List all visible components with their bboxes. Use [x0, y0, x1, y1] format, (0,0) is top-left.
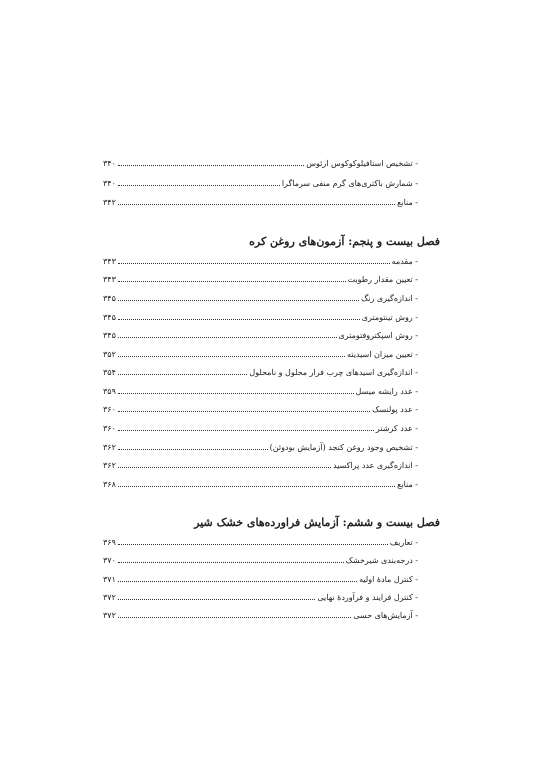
toc-entry	[103, 401, 418, 415]
dot-leader	[118, 374, 247, 375]
toc-entry-title: - روش اسپکتروفتومتری	[338, 331, 418, 340]
toc-entry	[103, 175, 418, 189]
toc-entry-title: - تعاریف	[389, 538, 418, 547]
toc-entry-title: - درجه‌بندی شیرخشک	[345, 556, 418, 565]
toc-entry-title: - تعیین میزان اسیدیته	[346, 350, 418, 359]
toc-entry	[103, 346, 418, 360]
dot-leader	[118, 185, 280, 186]
toc-entry-page: ۳۴۳	[103, 257, 116, 266]
toc-entry	[103, 364, 418, 378]
toc-entry-title: - کنترل فرایند و فرآوردهٔ نهایی	[317, 593, 418, 602]
dot-leader	[118, 617, 351, 618]
toc-entry-title: - تشخیص وجود روغن کنجد (آزمایش بودوئن)	[269, 443, 418, 452]
dot-leader	[118, 544, 388, 545]
toc-entry-title: - اندازه‌گیری عدد پراکسید	[332, 461, 418, 470]
toc-entry-title: - عدد کرشنر	[375, 424, 418, 433]
toc-entry-title: - عدد رایشه میسل	[355, 387, 418, 396]
toc-entry	[103, 383, 418, 397]
toc-entry-page: ۳۶۹	[103, 538, 116, 547]
toc-entry	[103, 457, 418, 471]
toc-entry-page: ۳۵۴	[103, 368, 116, 377]
dot-leader	[118, 599, 315, 600]
toc-entry-page: ۳۶۲	[103, 461, 116, 470]
chapter-heading: فصل بیست و ششم: آزمایش فراورده‌های خشک شیر	[194, 516, 440, 529]
dot-leader	[118, 430, 374, 431]
toc-entry-title: - روش تینتومتری	[361, 313, 418, 322]
dot-leader	[118, 337, 337, 338]
toc-entry	[103, 327, 418, 341]
toc-entry-page: ۳۴۰	[103, 159, 116, 168]
toc-entry-page: ۳۴۳	[103, 275, 116, 284]
dot-leader	[118, 300, 359, 301]
toc-entry	[103, 420, 418, 434]
toc-entry	[103, 589, 418, 603]
toc-entry	[103, 253, 418, 267]
toc-entry	[103, 552, 418, 566]
dot-leader	[118, 281, 346, 282]
toc-entry-page: ۳۶۰	[103, 405, 116, 414]
dot-leader	[118, 165, 304, 166]
toc-entry	[103, 309, 418, 323]
toc-entry-page: ۳۶۸	[103, 480, 116, 489]
toc-entry	[103, 155, 418, 169]
toc-entry-page: ۳۶۲	[103, 443, 116, 452]
toc-entry-page: ۳۷۲	[103, 593, 116, 602]
toc-entry-title: - تعیین مقدار رطوبت	[347, 275, 418, 284]
toc-entry-page: ۳۴۵	[103, 331, 116, 340]
dot-leader	[118, 319, 360, 320]
chapter-heading: فصل بیست و پنجم: آزمون‌های روغن کره	[249, 235, 440, 248]
dot-leader	[118, 562, 344, 563]
toc-entry-title: - اندازه‌گیری رنگ	[361, 294, 418, 303]
toc-entry-page: ۳۷۰	[103, 556, 116, 565]
toc-entry-page: ۳۴۵	[103, 313, 116, 322]
toc-entry	[103, 439, 418, 453]
toc-entry-title: - عدد پولنسک	[372, 405, 418, 414]
toc-entry-page: ۳۵۲	[103, 350, 116, 359]
dot-leader	[118, 467, 331, 468]
dot-leader	[118, 393, 354, 394]
dot-leader	[118, 581, 357, 582]
toc-entry-page: ۳۵۹	[103, 387, 116, 396]
toc-entry-page: ۳۷۱	[103, 575, 116, 584]
toc-entry-title: - کنترل مادهٔ اولیه	[359, 575, 418, 584]
toc-entry-page: ۳۴۲	[103, 198, 116, 207]
toc-entry-page: ۳۴۰	[103, 179, 116, 188]
toc-entry-title: - آزمایش‌های حسی	[353, 611, 418, 620]
toc-entry	[103, 607, 418, 621]
dot-leader	[118, 356, 345, 357]
toc-entry	[103, 271, 418, 285]
dot-leader	[118, 449, 268, 450]
dot-leader	[118, 263, 390, 264]
toc-entry-page: ۳۷۲	[103, 611, 116, 620]
toc-entry-title: - منابع	[397, 198, 418, 207]
toc-entry	[103, 194, 418, 208]
toc-entry	[103, 571, 418, 585]
toc-entry	[103, 290, 418, 304]
toc-entry	[103, 476, 418, 490]
toc-entry-title: - منابع	[397, 480, 418, 489]
toc-entry	[103, 534, 418, 548]
toc-entry-title: - تشخیص استافیلوکوکوس ارئوس	[306, 159, 418, 168]
toc-entry-title: - اندازه‌گیری اسیدهای چرب فرار محلول و نامحلول	[249, 368, 418, 377]
toc-entry-title: - مقدمه	[391, 257, 418, 266]
dot-leader	[118, 411, 370, 412]
dot-leader	[118, 204, 395, 205]
toc-entry-page: ۳۴۵	[103, 294, 116, 303]
toc-entry-page: ۳۶۰	[103, 424, 116, 433]
toc-entry-title: - شمارش باکتری‌های گرم منفی سرماگرا	[281, 179, 418, 188]
dot-leader	[118, 486, 395, 487]
